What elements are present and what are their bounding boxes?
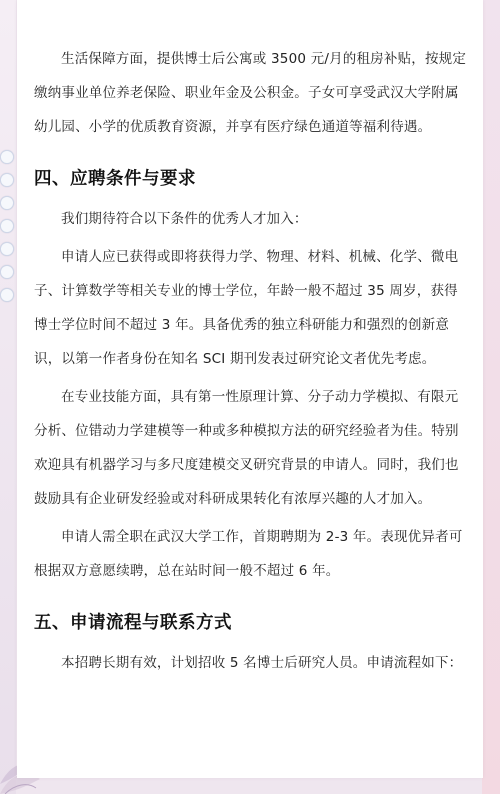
binder-ring: [0, 242, 14, 256]
paragraph-employment-term: 申请人需全职在武汉大学工作，首期聘期为 2-3 年。表现优异者可根据双方意愿续聘，总在站时间一般不超过 6 年。: [34, 529, 463, 579]
section-heading-requirements: 四、应聘条件与要求: [34, 169, 196, 189]
binder-ring: [0, 196, 14, 210]
paragraph-intro: 我们期待符合以下条件的优秀人才加入：: [61, 211, 308, 227]
binder-ring: [0, 173, 14, 187]
paragraph-application-process: 本招聘长期有效，计划招收 5 名博士后研究人员。申请流程如下：: [61, 655, 463, 671]
paragraph-skills: 在专业技能方面，具有第一性原理计算、分子动力学模拟、有限元分析、位错动力学建模等一种或多种模拟方法的研究经验者为佳。特别欢迎具有机器学习与多尺度建模交叉研究背景的申请人。同时，我们也鼓励具有企业研发经验或对科研成果转化有浓厚兴趣的人才加入。: [34, 389, 459, 507]
right-margin-background: [482, 0, 500, 794]
binder-rings: [0, 150, 14, 311]
binder-ring: [0, 288, 14, 302]
paragraph-living-support: 生活保障方面，提供博士后公寓或 3500 元/月的租房补贴，按规定缴纳事业单位养老保险、职业年金及公积金。子女可享受武汉大学附属幼儿园、小学的优质教育资源，并享有医疗绿色通道等福利待遇。: [34, 51, 467, 135]
paragraph-qualifications: 申请人应已获得或即将获得力学、物理、材料、机械、化学、微电子、计算数学等相关专业的博士学位，年龄一般不超过 35 周岁，获得博士学位时间不超过 3 年。具备优秀的独立科研能力和强烈的创新意识，以第一作者身份在知名 SCI 期刊发表过研究论文者优先考虑。: [34, 249, 459, 367]
section-heading-application: 五、申请流程与联系方式: [34, 613, 232, 633]
binder-ring: [0, 219, 14, 233]
binder-ring: [0, 150, 14, 164]
left-margin-background: [0, 0, 16, 794]
binder-ring: [0, 265, 14, 279]
document-content: [34, 0, 470, 680]
